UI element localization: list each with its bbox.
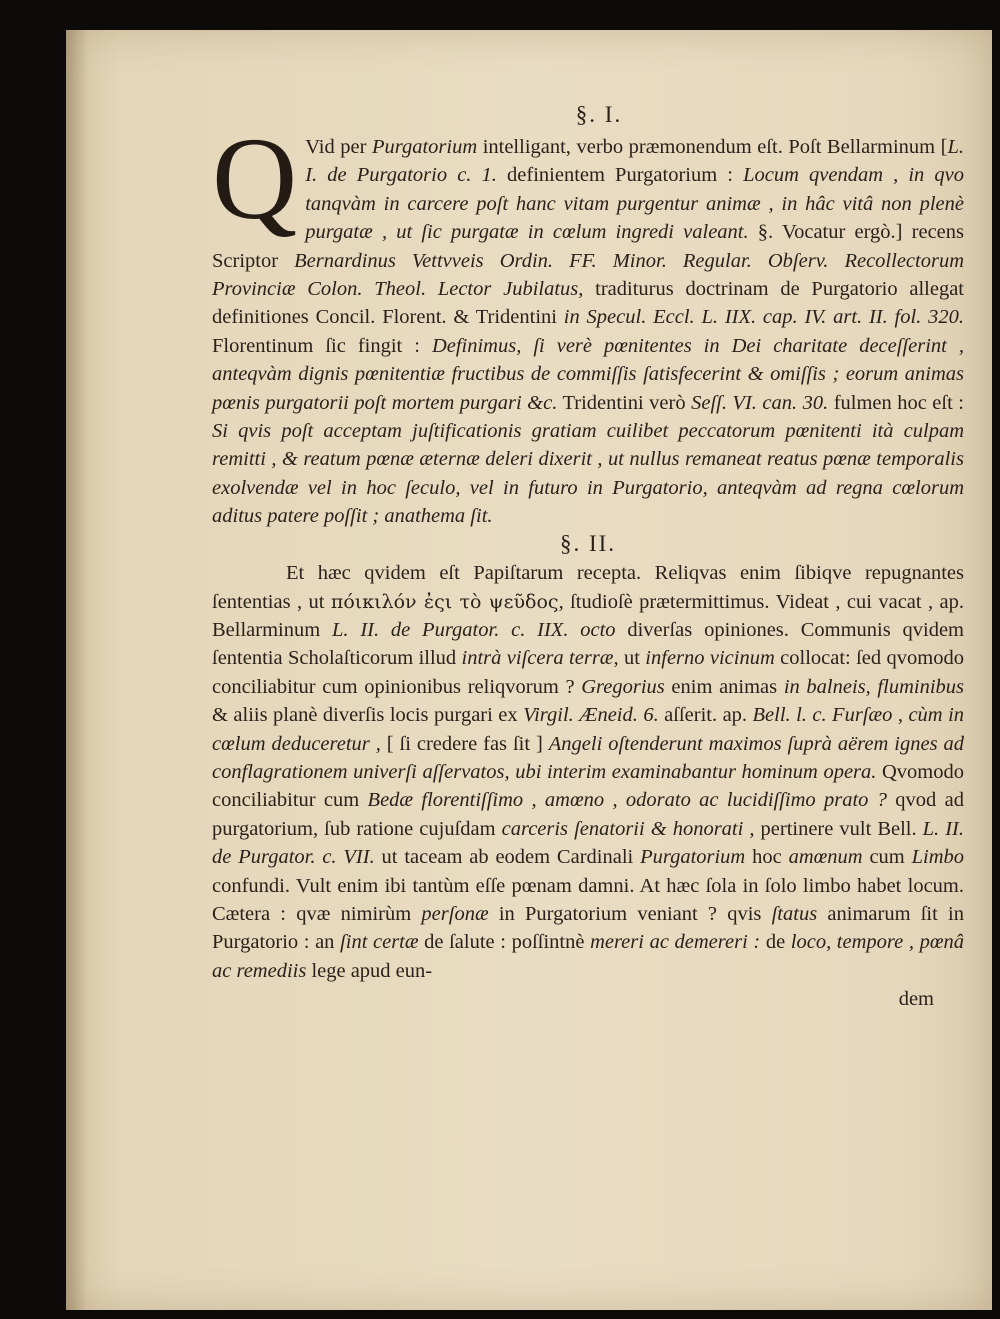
paragraph-2-text: Et hæc qvidem eſt Papiſtarum recepta. Reliqvas enim ſibiqve repugnantes ſententias , ut πόικιλόν ἐςι τὸ ψεῦδος, ſtudioſè prætermittimus. Videat , cui vacat , ap. Bellarminum L. II. de Purgator. c. IIX. octo diverſas opiniones. Communis qvidem ſententia Scholaſticorum illud intrà viſcera terræ, ut inferno vicinum collocat: ſed qvomodo conciliabitur cum opinionibus reliqvorum ? Gregorius enim animas in balneis, fluminibus & aliis planè diverſis locis purgari ex Virgil. Æneid. 6. aſſerit. ap. Bell. l. c. Furſæo , cùm in cœlum deduceretur , [ ſi credere fas ſit ] Angeli oſtenderunt maximos ſuprà aërem ignes ad conflagrationem univerſi aſſervatos, ubi interim examinabantur hominum opera. Qvomodo conciliabitur cum Bedæ florentiſſimo , amœno , odorato ac lucidiſſimo prato ? qvod ad purgatorium, ſub ratione cujuſdam carceris ſenatorii & honorati , pertinere vult Bell. L. II. de Purgator. c. VII. ut taceam ab eodem Cardinali Purgatorium hoc amœnum cum Limbo confundi. Vult enim ibi tantùm eſſe pœnam damni. At hæc ſola in ſolo limbo habet locum. Cætera : qvæ nimirùm perſonæ in Purgatorium veniant ? qvis ſtatus animarum ſit in Purgatorio : an ſint certæ de ſalute : poſſintnè mereri ac demereri : de loco, tempore , pœnâ ac remediis lege apud eun-: [212, 562, 965, 982]
section-heading-1: §. I.: [575, 102, 623, 127]
page-text: [212, 100, 964, 1014]
catchword: dem: [898, 988, 934, 1011]
paragraph-2: [212, 559, 964, 985]
paragraph-1-text: Vid per Purgatorium intelligant, verbo præmonendum eſt. Poſt Bellarminum [L. I. de Purgatorio c. 1. definientem Purgatorium : Locum qvendam , in qvo tanqvàm in carcere poſt hanc vitam purgentur animæ , in hâc vitâ non plenè purgatæ , ut ſic purgatæ in cœlum ingredi valeant. §. Vocatur ergò.] recens Scriptor Bernardinus Vettvveis Ordin. FF. Minor. Regular. Obſerv. Recollectorum Provinciæ Colon. Theol. Lector Jubilatus, traditurus doctrinam de Purgatorio allegat definitiones Concil. Florent. & Tridentini in Specul. Eccl. L. IIX. cap. IV. art. II. fol. 320. Florentinum ſic fingit : Definimus, ſi verè pœnitentes in Dei charitate deceſſerint , anteqvàm dignis pœnitentiæ fructibus de commiſſis ſatisfecerint & omiſſis ; eorum animas pœnis purgatorii poſt mortem purgari &c. Tridentini verò Seſſ. VI. can. 30. fulmen hoc eſt : Si qvis poſt acceptam juſtificationis gratiam cuilibet peccatorum pœnitenti ità culpam remitti , & reatum pœnæ æternæ deleri dixerit , ut nullus remaneat reatus pœnæ temporalis exolvendæ vel in hoc ſeculo, vel in futuro in Purgatorio, anteqvàm ad regna cœlorum aditus patere poſſit ; anathema ſit.: [212, 136, 965, 528]
section-heading-2: §. II.: [559, 530, 617, 556]
paragraph-1: [212, 113, 965, 531]
page-gutter-shadow: [66, 30, 88, 1310]
drop-cap-letter: Q: [212, 113, 298, 244]
book-page: [66, 30, 992, 1310]
